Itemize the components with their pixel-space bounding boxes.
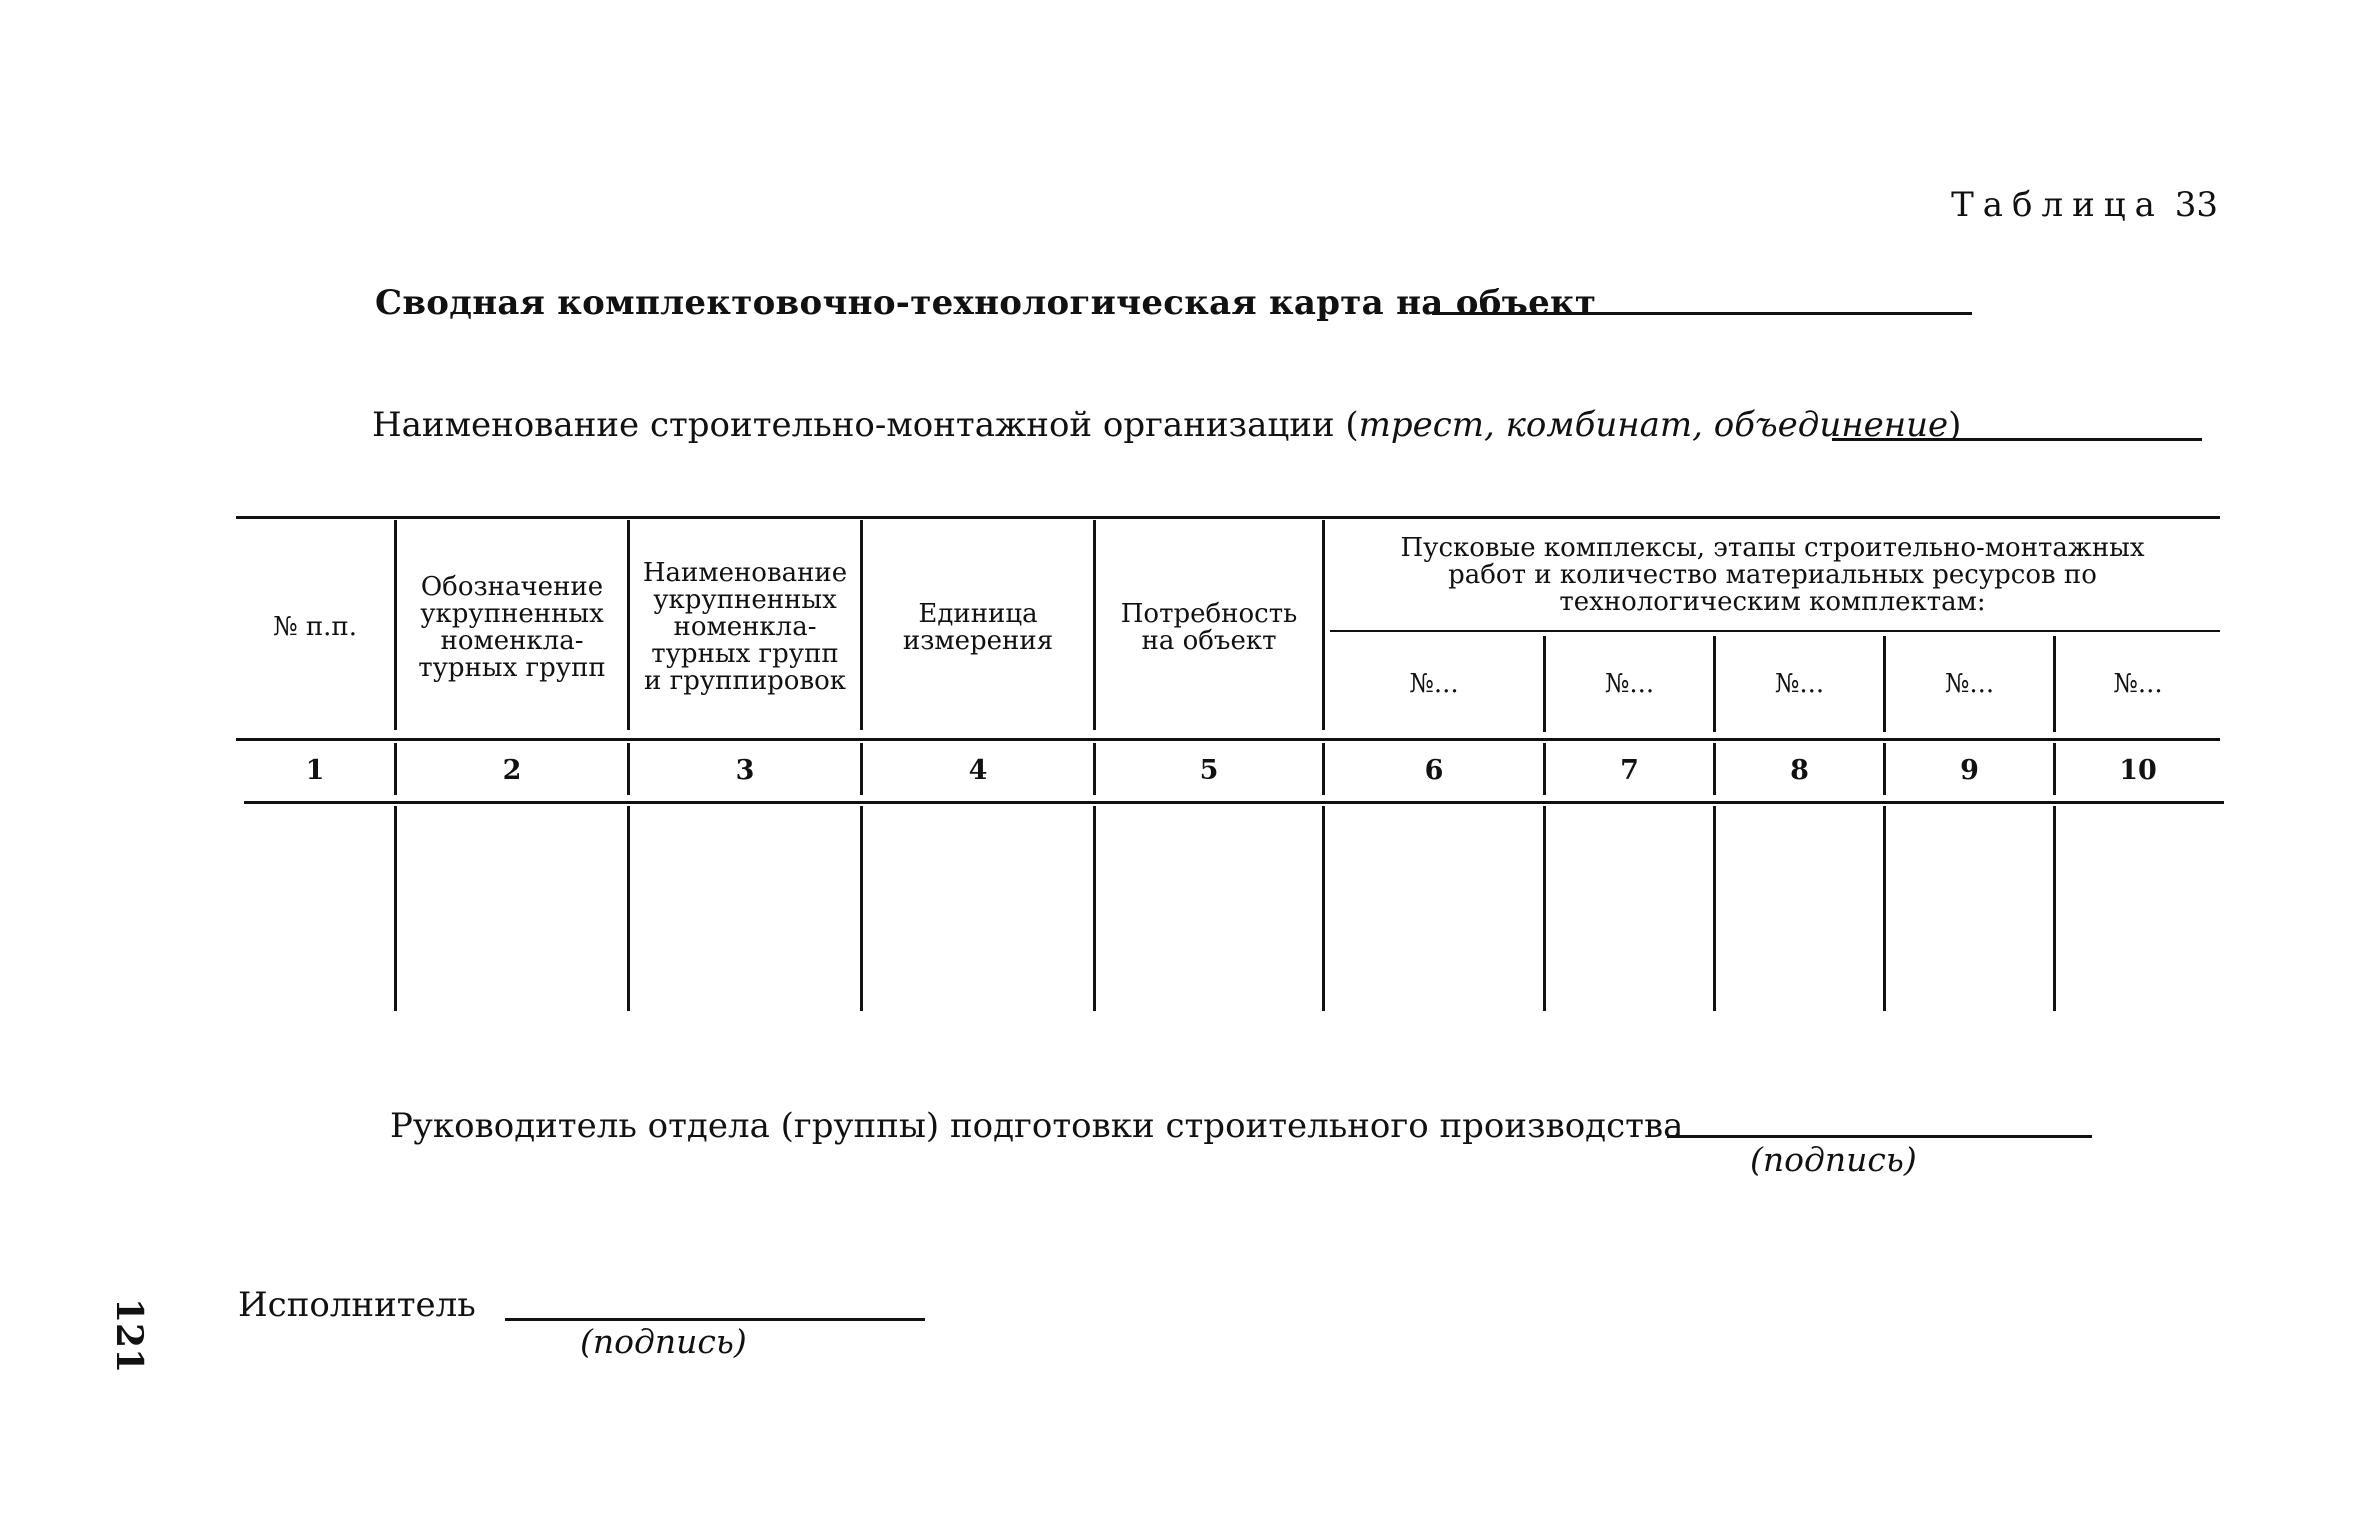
body-divider-1 (394, 806, 397, 1011)
numbers-bottom-rule (244, 801, 2224, 804)
subheader-8-text: №... (1774, 668, 1825, 699)
body-divider-9 (2053, 806, 2056, 1011)
subheader-6-text: №... (1409, 668, 1459, 699)
header-c3-line5: и группировок (644, 666, 846, 696)
object-name-field-line (1432, 312, 1972, 315)
header-group-launch-complexes (1325, 520, 2220, 630)
header-group-line3: технологическим комплектам: (1559, 586, 1986, 617)
header-c3-line3: номенкла- (673, 612, 817, 642)
header-c2-line2: укрупненных (420, 598, 604, 629)
header-c2-line1: Обозначение (420, 571, 604, 602)
manager-signature-line (1667, 1135, 2092, 1138)
table-number-label (1951, 185, 2218, 225)
header-c2-line4: турных групп (418, 652, 606, 683)
org-prefix: Наименование строительно-монтажной организации ( (372, 405, 1359, 445)
header-unit (863, 520, 1093, 735)
header-row-number (236, 520, 394, 735)
subheader-9 (1886, 634, 2053, 734)
column-number: 2 (502, 754, 522, 786)
column-number: 5 (1199, 754, 1219, 786)
header-group-name (630, 520, 860, 735)
header-demand (1096, 520, 1322, 735)
org-italic: трест, комбинат, объединение (1358, 405, 1949, 445)
header-c3-line2: укрупненных (653, 585, 837, 615)
header-group-line1: Пусковые комплексы, этапы строительно-монтажных (1400, 532, 2145, 563)
table-top-rule (236, 516, 2220, 519)
body-divider-4 (1093, 806, 1096, 1011)
executor-signature-line (505, 1318, 925, 1321)
column-number: 10 (2119, 754, 2157, 786)
header-row-number-text: № п.п. (272, 612, 358, 642)
body-divider-8 (1883, 806, 1886, 1011)
column-number: 4 (968, 754, 988, 786)
header-c4-line1: Единица (918, 598, 1038, 629)
column-number: 6 (1424, 754, 1444, 786)
subheader-10-text: №... (2113, 668, 2163, 699)
column-number: 8 (1790, 754, 1809, 786)
column-number: 7 (1620, 754, 1639, 786)
header-c3-line1: Наименование (642, 558, 848, 588)
header-c3-line4: турных групп (651, 639, 839, 669)
header-c5-line1: Потребность (1120, 598, 1298, 629)
body-divider-5 (1322, 806, 1325, 1011)
column-number: 3 (735, 754, 755, 786)
subheader-8 (1716, 634, 1883, 734)
page-number: 121 (108, 1298, 150, 1374)
body-divider-7 (1713, 806, 1716, 1011)
subheader-7 (1546, 634, 1713, 734)
subheader-10 (2056, 634, 2220, 734)
header-group-line2: работ и количество материальных ресурсов по (1448, 559, 2097, 590)
organization-name-label (372, 405, 1961, 445)
subheader-7-text: №... (1604, 668, 1655, 699)
table-number: 33 (2174, 185, 2218, 225)
manager-label: Руководитель отдела (группы) подготовки строительного производства (390, 1106, 1684, 1146)
header-c2-line3: номенкла- (440, 625, 584, 656)
org-suffix: ) (1948, 405, 1962, 445)
organization-name-field-line (1832, 438, 2202, 441)
executor-label: Исполнитель (238, 1285, 476, 1325)
header-c5-line2: на объект (1141, 625, 1277, 656)
header-group-code (397, 520, 627, 735)
body-divider-2 (627, 806, 630, 1011)
subheader-6 (1325, 634, 1543, 734)
subheader-9-text: №... (1944, 668, 1995, 699)
executor-signature-caption: (подпись) (580, 1322, 747, 1361)
manager-signature-caption: (подпись) (1750, 1140, 1917, 1179)
header-c4-line2: измерения (902, 625, 1054, 656)
body-divider-3 (860, 806, 863, 1011)
table-word: Таблица (1951, 185, 2164, 225)
document-title: Сводная комплектовочно-технологическая карта на объект (375, 283, 1597, 323)
body-divider-6 (1543, 806, 1546, 1011)
column-number: 9 (1960, 754, 1979, 786)
group-header-rule (1330, 630, 2220, 632)
header-bottom-rule (236, 738, 2220, 741)
column-number: 1 (305, 754, 325, 786)
